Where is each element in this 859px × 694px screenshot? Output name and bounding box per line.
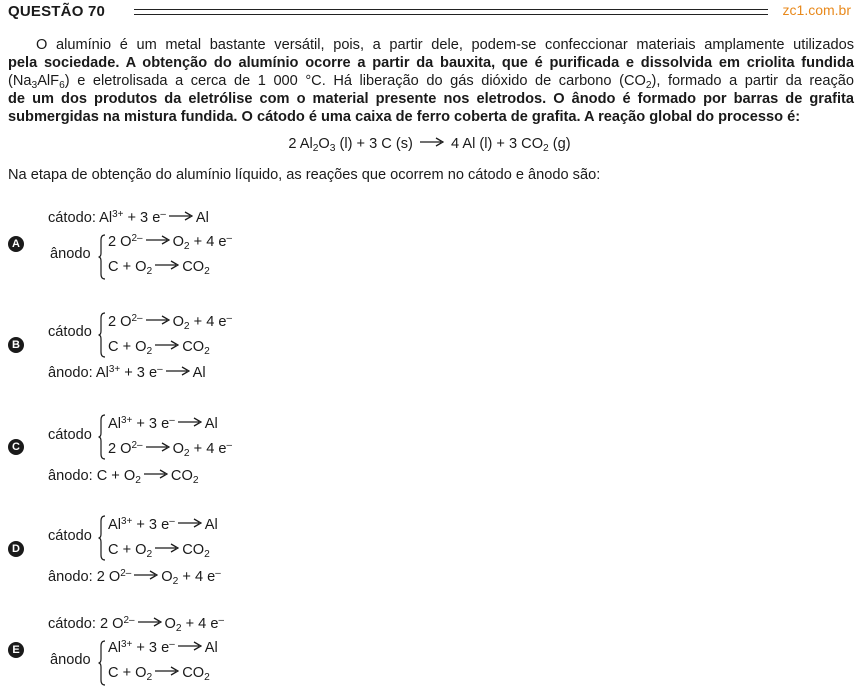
reaction-arrow-icon [134,570,158,580]
option-a[interactable] [8,208,848,288]
anodo-reaction-1: $Al^{3+} + 3$ e– Al [108,639,218,656]
curly-brace-icon [98,234,104,280]
catodo-reaction-1: 2 $O^{2-}$ $O_2 + 4$ e– [108,313,233,332]
reaction-arrow-icon [178,518,202,528]
reaction-arrow-icon [155,666,179,676]
catodo-reaction-2: $C + O_2$ $CO_2$ [108,542,210,560]
reaction-arrow-icon [138,617,162,627]
curly-brace-icon [98,640,104,686]
catodo-reaction-1: $Al^{3+} + 3$ e– Al [108,516,218,533]
reaction-arrow-icon [178,641,202,651]
anodo-label: ânodo [50,652,91,668]
catodo-reaction-2: $C + O_2$ $CO_2$ [108,339,210,357]
anodo-reaction: ânodo: 2 $O^{2-}$ $O_2 + 4$ e– [48,568,221,587]
option-letter-badge: B [8,337,24,353]
option-letter-badge: D [8,541,24,557]
reaction-arrow-icon [155,340,179,350]
reaction-arrow-icon [155,543,179,553]
reaction-arrow-icon [169,211,193,221]
question-header [0,0,859,24]
catodo-reaction: cátodo: 2 $O^{2-}$ $O_2 + 4$ e– [48,615,224,634]
reaction-arrow-icon [146,235,170,245]
option-e[interactable] [8,614,848,694]
curly-brace-icon [98,515,104,561]
option-letter-badge: C [8,439,24,455]
catodo-reaction-2: 2 $O^{2-}$ $O_2 + 4$ e– [108,440,233,459]
reaction-arrow-icon [146,315,170,325]
anodo-reaction: ânodo: $Al^{3+} + 3$ e– Al [48,364,206,381]
intro-paragraph [8,36,854,126]
header-rule-top [134,9,768,10]
anodo-reaction-2: $C + O_2$ $CO_2$ [108,665,210,683]
catodo-reaction: cátodo: $Al^{3+} + 3$ e– Al [48,209,209,226]
option-letter-badge: E [8,642,24,658]
catodo-label: cátodo [48,427,92,443]
intro-line-1: O alumínio é um metal bastante versátil, pois, a partir dele, podem-se confeccionar materiais amplamente utilizados [36,37,854,53]
site-watermark: zc1.com.br [782,2,851,18]
catodo-label: cátodo [48,324,92,340]
header-rule-bottom [134,14,768,15]
catodo-label: cátodo [48,528,92,544]
anodo-reaction-2: $C + O_2$ $CO_2$ [108,259,210,277]
intro-line-4: de um dos produtos da eletrólise com o material presente nos eletrodos. O ânodo é formado por barras de grafita [8,91,854,107]
reaction-arrow-icon [166,366,190,376]
curly-brace-icon [98,312,104,358]
anodo-reaction-1: 2 $O^{2-}$ $O_2 + 4$ e– [108,233,233,252]
intro-line-3: $(Na_3AlF_6)$ e eletrolisada a cerca de 1 000 °C. Há liberação do gás dióxido de carbono $(CO_2)$, formado a partir da reação [8,73,854,91]
option-d[interactable] [8,515,848,595]
option-b[interactable] [8,312,848,392]
reaction-arrow-icon [146,442,170,452]
curly-brace-icon [98,414,104,460]
reaction-arrow-icon [420,137,444,147]
question-title: QUESTÃO 70 [8,3,106,20]
intro-line-2: pela sociedade. A obtenção do alumínio ocorre a partir da bauxita, que é purificada e dissolvida em criolita fundida [8,55,854,71]
reaction-arrow-icon [178,417,202,427]
reaction-arrow-icon [155,260,179,270]
anodo-reaction: ânodo: $C + O_2$ $CO_2$ [48,468,199,486]
option-letter-badge: A [8,236,24,252]
option-c[interactable] [8,414,848,494]
anodo-label: ânodo [50,246,91,262]
reaction-arrow-icon [144,469,168,479]
global-equation: 2 $Al_2O_3$ (l) + 3 C (s) 4 Al (l) + 3 $CO_2$ (g) [288,136,571,154]
question-prompt: Na etapa de obtenção do alumínio líquido, as reações que ocorrem no cátodo e ânodo são: [8,167,601,183]
catodo-reaction-1: $Al^{3+} + 3$ e– Al [108,415,218,432]
intro-line-5: submergidas na mistura fundida. O cátodo é uma caixa de ferro coberta de grafita. A reação global do processo é: [8,109,801,125]
